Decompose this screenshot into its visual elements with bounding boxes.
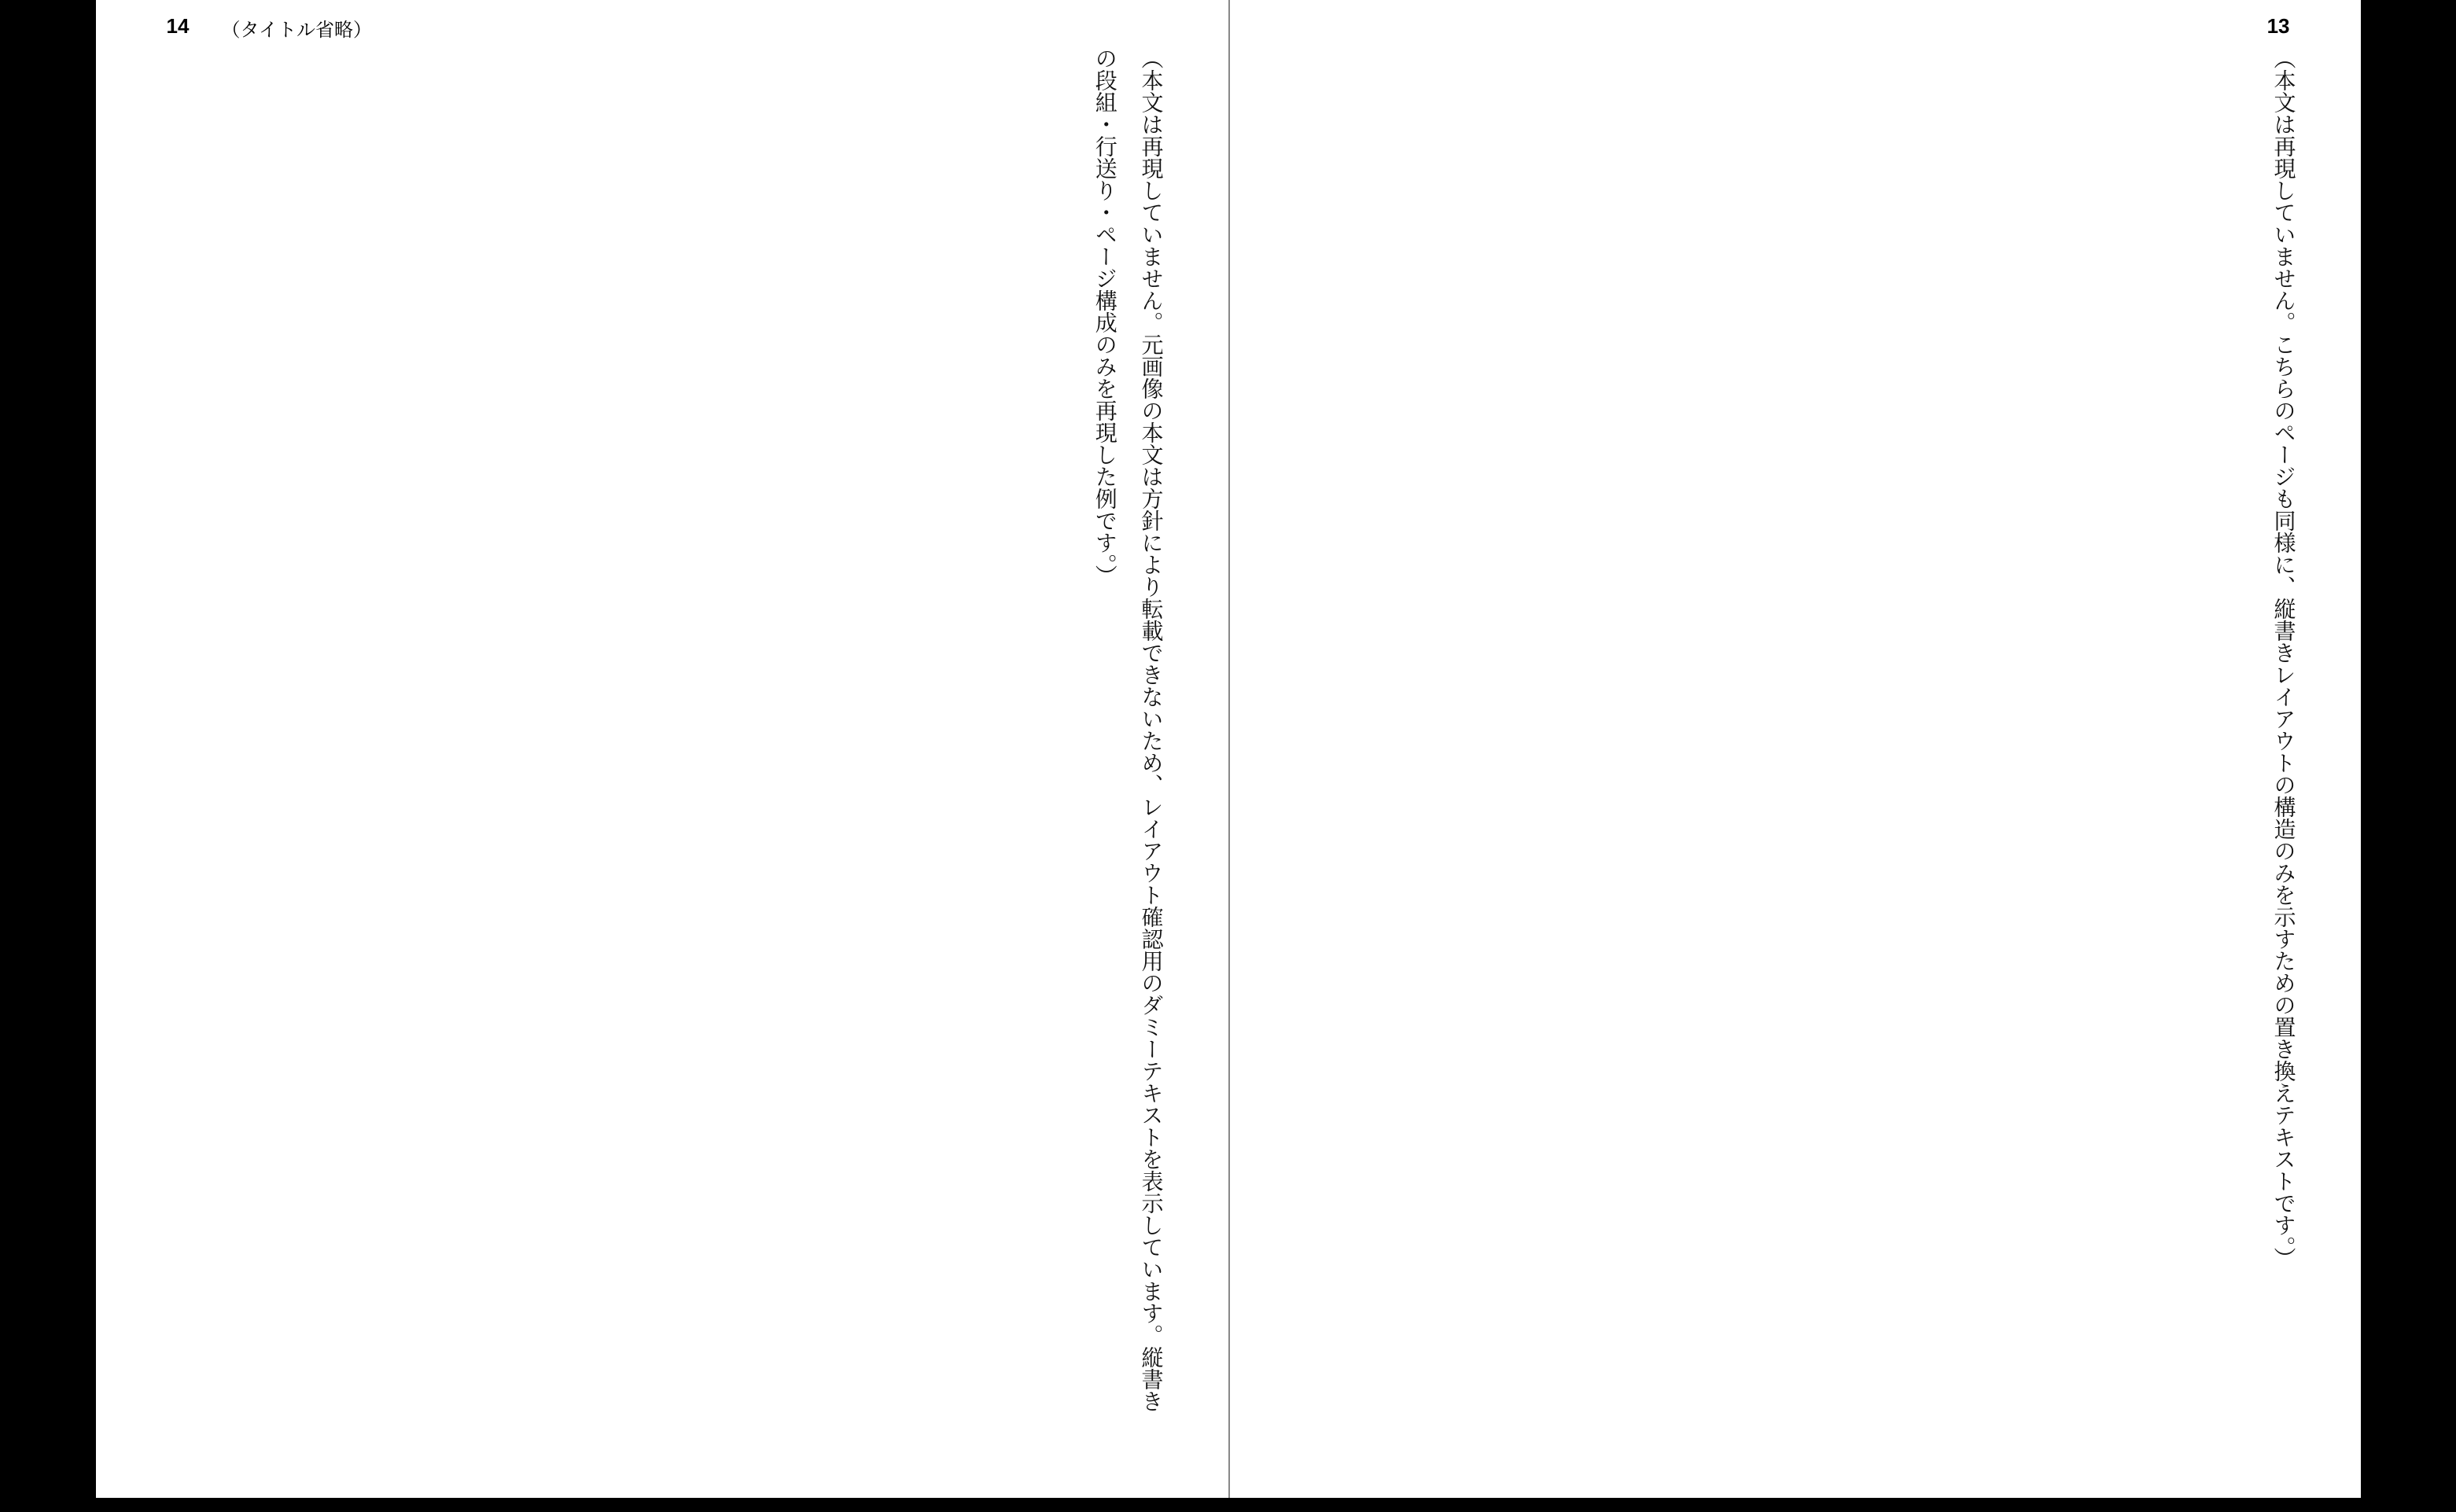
- page-number-right: 13: [2266, 14, 2290, 38]
- running-header: （タイトル省略）: [221, 20, 373, 41]
- page-body-left: （本文は再現していません。元画像の本文は方針により転載できないため、レイアウト確認用のダミーテキストを表示しています。縦書きの段組・行送り・ページ構成のみを再現した例です。）: [1092, 47, 1163, 1412]
- page-left: [96, 0, 1228, 1498]
- page-body-right: （本文は再現していません。こちらのページも同様に、縦書きレイアウトの構造のみを示すための置き換えテキストです。）: [2270, 47, 2296, 1269]
- page-spread: [96, 0, 2361, 1498]
- page-right: [1228, 0, 2361, 1498]
- page-number-left: 14: [166, 14, 190, 38]
